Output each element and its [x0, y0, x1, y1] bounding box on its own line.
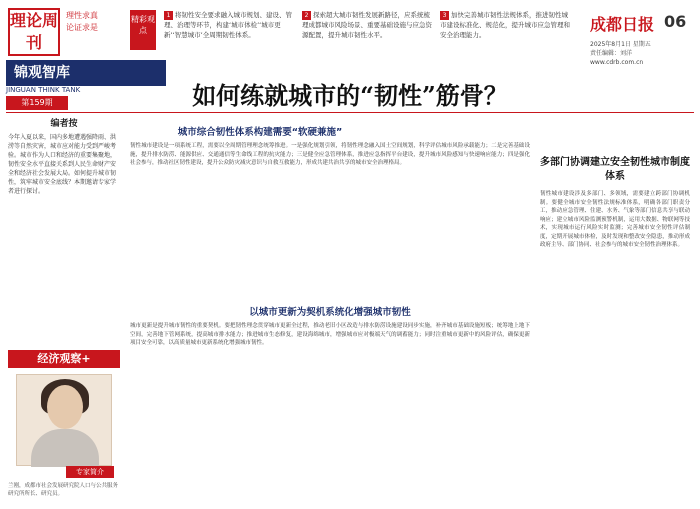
article-2-title: 以城市更新为契机系统化增强城市韧性	[249, 307, 411, 318]
portrait-face	[47, 385, 83, 429]
highlight-text: 加快完善城市韧性法规体系，推进韧性城市建设标准化、规范化，提升城市应急管理和安全治理能力。	[440, 11, 570, 39]
brand-name: 锦观智库	[6, 60, 166, 86]
highlight-number: 1	[164, 11, 173, 20]
economic-observer-badge: 经济观察+	[8, 350, 120, 368]
slogan-1: 理性求真	[66, 11, 98, 20]
expert-bio: 兰刚，成都市社会发展研究院人口与公共服务研究所所长、研究员。	[8, 483, 119, 497]
expert-label: 专家简介	[66, 466, 114, 478]
highlight-number: 2	[302, 11, 311, 20]
article-2-body: 城市更新是提升城市韧性的重要契机。要把韧性理念贯穿城市更新全过程，推动老旧小区改造与排水防涝设施建设同步实施，补齐城市基础设施短板；统筹地上地下空间，完善地下管网系统，提高城市排水能力；推进城市生态修复，建设海绵城市，增强城市应对极端天气的调蓄能力；同时注重城市更新中的风险评估，确保更新项目安全可靠，以高质量城市更新系统化增强城市韧性。	[130, 323, 530, 346]
article-3-body: 韧性城市建设涉及多部门、多领域，需要建立跨部门协调机制。要健全城市安全韧性法规标准体系，明确各部门职责分工，推动应急管理、住建、水务、气象等部门信息共享与联动响应；建立城市风险监测预警机制，运用大数据、物联网等技术，实现城市运行风险实时监测；完善城市安全韧性评估制度，定期开展城市体检，及时发现和整改安全隐患，推动形成政府主导、部门协同、社会参与的城市安全韧性治理体系。	[540, 191, 690, 248]
paper-date: 2025年8月1日 星期五	[590, 41, 651, 48]
paper-editor: 责任编辑：刘洋	[590, 50, 633, 57]
highlight-number: 3	[440, 11, 449, 20]
article-1-title: 城市综合韧性体系构建需要“软硬兼施”	[177, 127, 343, 138]
highlight-1	[164, 10, 296, 40]
editor-note-title: 编者按	[50, 119, 78, 129]
page-number: 06	[664, 12, 687, 31]
masthead-title: 理论周刊	[8, 8, 60, 56]
highlight-3	[440, 10, 572, 40]
article-3-title: 多部门协调建立安全韧性城市制度体系	[540, 157, 690, 182]
paper-url: www.cdrb.com.cn	[590, 59, 644, 66]
paper-meta	[590, 40, 694, 67]
slogan-2: 论证求是	[66, 23, 98, 32]
divider	[6, 112, 694, 113]
highlight-text: 将韧性安全要求融入城市规划、建设、管理、治理等环节，构建‘城市体检’‘城市更新’‘智慧城市’全周期韧性体系。	[164, 11, 292, 39]
highlights-tag: 精彩观点	[130, 10, 156, 50]
portrait-body	[31, 429, 99, 467]
editor-note	[8, 116, 120, 196]
masthead	[8, 8, 118, 56]
page-headline: 如何练就城市的“韧性”筋骨？	[192, 81, 508, 110]
article-1-body: 韧性城市建设是一项系统工程，需要以全周期管理理念统筹推进。一是强化规划引领，将韧性理念融入国土空间规划，科学评估城市风险承载能力；二是完善基础设施，提升排水防涝、能源供应、交通通信等生命线工程的抗灾能力；三是健全应急管理体系，推进应急指挥平台建设，提升城市风险感知与快速响应能力；四是强化社会参与，推动社区韧性建设，提升公众防灾减灾意识与自救互救能力，形成共建共治共享的城市安全治理格局。	[130, 143, 530, 166]
issue-badge: 第159期	[6, 96, 68, 110]
paper-logo: 成都日报	[590, 15, 655, 34]
highlight-2	[302, 10, 434, 40]
expert-portrait	[16, 374, 112, 466]
brand-english: JINGUAN THINK TANK	[6, 86, 81, 94]
editor-note-text: 今年入夏以来，国内多地遭遇强降雨、洪涝等自然灾害，城市应对能力受到严峻考验。城市作为人口和经济的重要集聚地，韧性安全水平直接关系到人民生命财产安全和经济社会发展大局。如何提升城市韧性，筑牢城市安全底线？本期邀请专家学者进行探讨。	[8, 134, 117, 195]
highlight-text: 探索超大城市韧性发展新路径，应系统梳理成都城市风险场景、重要基础设施与应急资源配置，提升城市韧性水平。	[302, 11, 432, 39]
highlights-strip	[130, 10, 570, 70]
masthead-slogans	[66, 10, 98, 34]
